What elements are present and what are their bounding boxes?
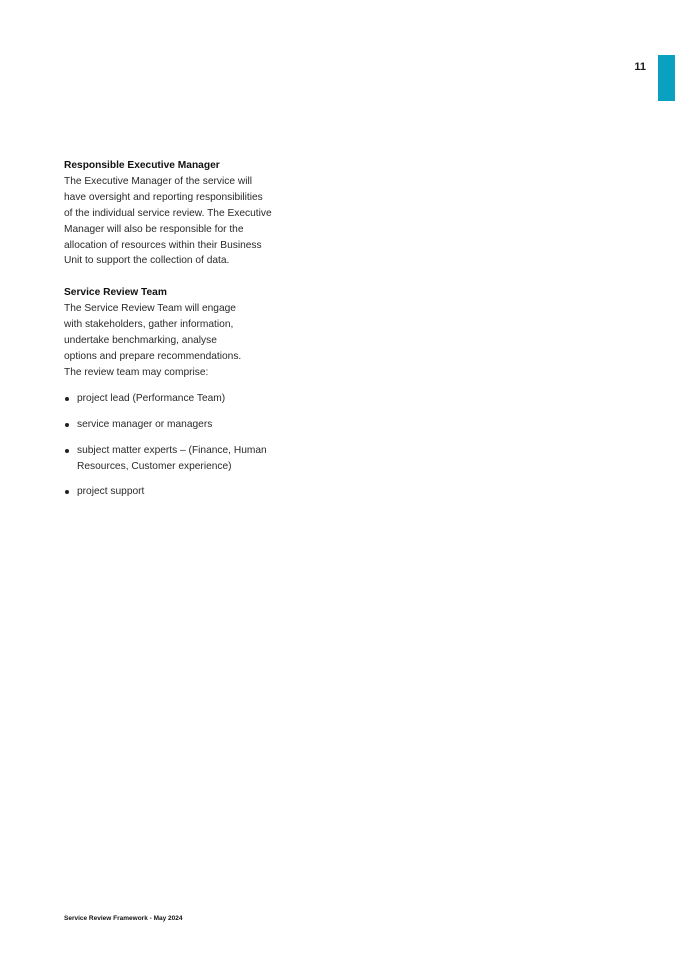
list-item-text: Resources, Customer experience) <box>77 460 232 472</box>
bullet-icon <box>65 423 69 427</box>
page-number: 11 <box>634 61 646 73</box>
body-line: The Executive Manager of the service will <box>64 175 252 187</box>
section-tab-marker <box>658 55 675 101</box>
body-line: Manager will also be responsible for the <box>64 223 244 235</box>
body-line: options and prepare recommendations. <box>64 350 242 362</box>
list-item-text: project support <box>77 486 145 498</box>
body-line: with stakeholders, gather information, <box>64 319 234 331</box>
responsible-executive-section <box>64 158 294 269</box>
bullet-icon <box>65 397 69 401</box>
service-review-team-section <box>64 285 294 500</box>
list-item <box>64 443 294 475</box>
body-line: undertake benchmarking, analyse <box>64 335 217 347</box>
list-item-text: project lead (Performance Team) <box>77 392 226 404</box>
service-review-team-heading: Service Review Team <box>64 287 167 299</box>
main-content <box>64 158 294 510</box>
list-item <box>64 391 294 407</box>
responsible-executive-heading: Responsible Executive Manager <box>64 160 220 171</box>
footer-document-title: Service Review Framework - May 2024 <box>64 915 183 922</box>
review-team-list <box>64 391 294 501</box>
list-item <box>64 484 294 500</box>
responsible-executive-body <box>64 174 294 269</box>
body-line: The review team may comprise: <box>64 366 209 378</box>
service-review-team-body <box>64 301 294 381</box>
body-line: have oversight and reporting responsibilities <box>64 191 263 203</box>
body-line: Unit to support the collection of data. <box>64 255 230 267</box>
body-line: of the individual service review. The Executive <box>64 207 272 219</box>
list-item-text: subject matter experts – (Finance, Human <box>77 444 267 456</box>
body-line: allocation of resources within their Business <box>64 239 262 251</box>
body-line: The Service Review Team will engage <box>64 303 236 315</box>
list-item-text: service manager or managers <box>77 418 213 430</box>
bullet-icon <box>65 449 69 453</box>
bullet-icon <box>65 490 69 494</box>
list-item <box>64 417 294 433</box>
